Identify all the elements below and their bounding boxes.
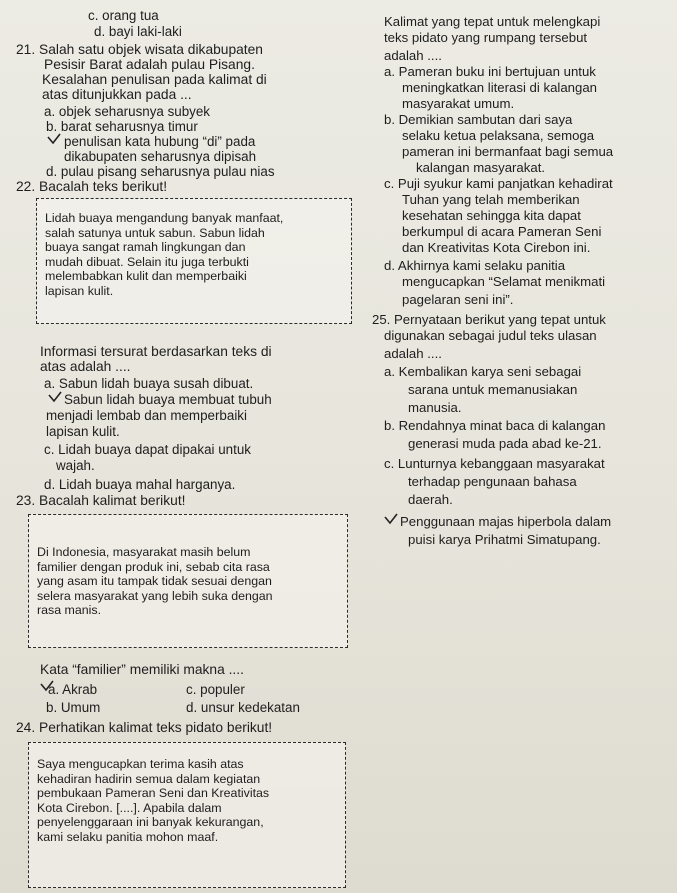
q22-prompt-line-2: atas adalah .... <box>40 359 131 374</box>
handwritten-check-mark-icon <box>384 513 398 525</box>
q25-option-b-line-1[interactable]: b. Rendahnya minat baca di kalangan <box>384 418 606 433</box>
q23-box-line: selera masyarakat yang lebih suka dengan <box>37 588 273 603</box>
q24-option-a-line-2[interactable]: meningkatkan literasi di kalangan <box>402 80 597 95</box>
q24-option-b-line-4[interactable]: kalangan masyarakat. <box>416 160 546 175</box>
q22-option-b-line-2[interactable]: menjadi lembab dan memperbaiki <box>46 408 247 423</box>
q25-stem-line-2: digunakan sebagai judul teks ulasan <box>384 328 597 343</box>
q24-option-c-line-4[interactable]: berkumpul di acara Pameran Seni <box>402 224 602 239</box>
q24-option-c-line-1[interactable]: c. Puji syukur kami panjatkan kehadirat <box>384 176 613 191</box>
q24-box-line: kami selaku panitia mohon maaf. <box>37 829 219 844</box>
q24-box-line: penyelenggaraan ini banyak kekurangan, <box>37 815 264 830</box>
q22-box-line: Lidah buaya mengandung banyak manfaat, <box>45 211 284 225</box>
q21-option-c-line-2[interactable]: dikabupaten seharusnya dipisah <box>64 149 257 164</box>
q23-box-line: Di Indonesia, masyarakat masih belum <box>37 545 251 559</box>
option-d-q20: d. bayi laki-laki <box>94 24 182 39</box>
q24-text-box <box>28 742 346 888</box>
q23-option-c[interactable]: c. populer <box>186 682 245 697</box>
q22-option-c-line-1[interactable]: c. Lidah buaya dapat dipakai untuk <box>44 442 251 457</box>
q24-box-line: kehadiran hadirin semua dalam kegiatan <box>37 771 261 786</box>
q24-option-d-line-2[interactable]: mengucapkan “Selamat menikmati <box>402 274 606 289</box>
q22-box-line: mudah dibuat. Selain itu juga terbukti <box>45 254 249 269</box>
q22-option-b-line-1[interactable]: Sabun lidah buaya membuat tubuh <box>64 392 272 407</box>
q22-title: 22. Bacalah teks berikut! <box>16 179 168 194</box>
handwritten-check-mark-icon <box>47 133 61 145</box>
q23-option-b[interactable]: b. Umum <box>46 700 101 715</box>
q22-box-line: melembabkan kulit dan memperbaiki <box>45 269 247 284</box>
q24-option-b-line-1[interactable]: b. Demikian sambutan dari saya <box>384 112 573 127</box>
q21-option-b[interactable]: b. barat seharusnya timur <box>46 119 198 134</box>
q21-option-a[interactable]: a. objek seharusnya subyek <box>44 104 210 119</box>
q25-stem-line-1: 25. Pernyataan berikut yang tepat untuk <box>372 312 606 327</box>
q24-title: 24. Perhatikan kalimat teks pidato berikut! <box>16 720 273 735</box>
q24-box-line: Kota Cirebon. [....]. Apabila dalam <box>37 800 222 815</box>
q25-option-c-line-1[interactable]: c. Lunturnya kebanggaan masyarakat <box>384 456 605 471</box>
q22-box-line: lapisan kulit. <box>45 283 114 298</box>
q25-option-d-line-2[interactable]: puisi karya Prihatmi Simatupang. <box>408 532 601 547</box>
q25-option-d-line-1[interactable]: Penggunaan majas hiperbola dalam <box>400 514 612 529</box>
q21-option-d[interactable]: d. pulau pisang seharusnya pulau nias <box>46 164 275 179</box>
q23-title: 23. Bacalah kalimat berikut! <box>16 493 186 508</box>
q23-text-box <box>28 514 348 648</box>
q22-box-line: buaya sangat ramah lingkungan dan <box>45 240 246 255</box>
q24-box-line: pembukaan Pameran Seni dan Kreativitas <box>37 786 270 801</box>
q25-option-c-line-3[interactable]: daerah. <box>408 492 453 507</box>
q25-stem-line-3: adalah .... <box>384 346 442 361</box>
q24-option-c-line-3[interactable]: kesehatan sehingga kita dapat <box>402 208 581 223</box>
q24-cont-line-3: adalah .... <box>384 48 442 63</box>
q25-option-a-line-3[interactable]: manusia. <box>408 400 462 415</box>
q24-option-d-line-3[interactable]: pagelaran seni ini”. <box>402 292 514 307</box>
handwritten-check-mark-icon <box>48 391 62 403</box>
q24-option-b-line-2[interactable]: selaku ketua pelaksana, semoga <box>402 128 595 143</box>
q21-stem-line-3: Kesalahan penulisan pada kalimat di <box>42 72 267 87</box>
q24-option-b-line-3[interactable]: pameran ini bermanfaat bagi semua <box>402 144 614 159</box>
q22-prompt-line-1: Informasi tersurat berdasarkan teks di <box>40 344 272 359</box>
q21-option-c-line-1[interactable]: penulisan kata hubung “di” pada <box>64 134 256 149</box>
option-c-q20: c. orang tua <box>88 8 159 23</box>
q22-box-line: salah satunya untuk sabun. Sabun lidah <box>45 225 265 240</box>
q25-option-b-line-2[interactable]: generasi muda pada abad ke-21. <box>408 436 602 451</box>
q23-option-a[interactable]: a. Akrab <box>48 682 98 697</box>
q25-option-c-line-2[interactable]: terhadap pengunaan bahasa <box>408 474 577 489</box>
q24-option-c-line-5[interactable]: dan Kreativitas Kota Cirebon ini. <box>402 240 591 255</box>
q25-option-a-line-1[interactable]: a. Kembalikan karya seni sebagai <box>384 364 582 379</box>
q24-option-d-line-1[interactable]: d. Akhirnya kami selaku panitia <box>384 258 566 273</box>
q24-box-line: Saya mengucapkan terima kasih atas <box>37 757 244 771</box>
q24-option-a-line-1[interactable]: a. Pameran buku ini bertujuan untuk <box>384 64 596 79</box>
q24-cont-line-1: Kalimat yang tepat untuk melengkapi <box>384 14 601 29</box>
q25-option-a-line-2[interactable]: sarana untuk memanusiakan <box>408 382 578 397</box>
q22-text-box <box>36 198 352 324</box>
q24-option-a-line-3[interactable]: masyarakat umum. <box>402 96 515 111</box>
q24-cont-line-2: teks pidato yang rumpang tersebut <box>384 30 588 45</box>
q21-stem-line-2: Pesisir Barat adalah pulau Pisang. <box>44 57 255 72</box>
q21-stem-line-4: atas ditunjukkan pada ... <box>42 87 192 102</box>
q21-stem-line-1: 21. Salah satu objek wisata dikabupaten <box>16 42 263 57</box>
q23-prompt: Kata “familier” memiliki makna .... <box>40 662 244 677</box>
q23-box-line: yang asam itu tampak tidak sesuai dengan <box>37 574 272 589</box>
q22-option-a[interactable]: a. Sabun lidah buaya susah dibuat. <box>44 376 254 391</box>
q24-option-c-line-2[interactable]: Tuhan yang telah memberikan <box>402 192 580 207</box>
q23-box-line: rasa manis. <box>37 603 102 618</box>
q22-option-d[interactable]: d. Lidah buaya mahal harganya. <box>44 477 236 492</box>
q23-option-d[interactable]: d. unsur kedekatan <box>186 700 300 715</box>
q23-box-line: familier dengan produk ini, sebab cita rasa <box>37 559 270 574</box>
q22-option-c-line-2[interactable]: wajah. <box>56 458 95 473</box>
q22-option-b-line-3[interactable]: lapisan kulit. <box>46 424 120 439</box>
